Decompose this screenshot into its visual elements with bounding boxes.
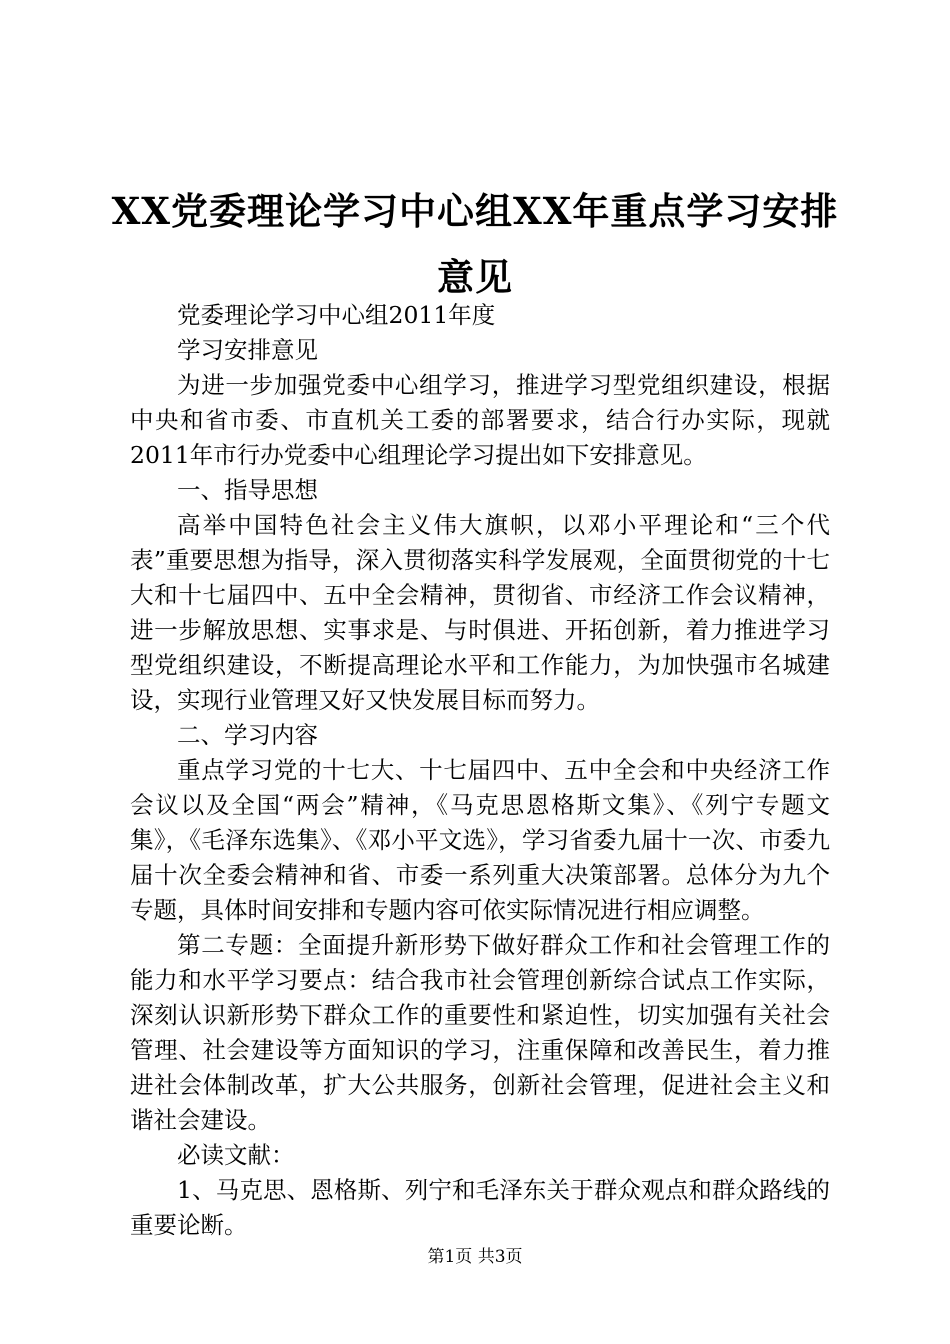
document-title: XX党委理论学习中心组XX年重点学习安排意见	[111, 189, 839, 299]
document-body	[130, 298, 830, 1243]
page-indicator: 第1页 共3页	[427, 1247, 523, 1267]
intro-paragraph: 为进一步加强党委中心组学习，推进学习型党组织建设，根据中央和省市委、市直机关工委的部署要求，结合行办实际，现就2011年市行办党委中心组理论学习提出如下安排意见。	[130, 371, 830, 469]
guiding-thought-paragraph: 高举中国特色社会主义伟大旗帜，以邓小平理论和“三个代表”重要思想为指导，深入贯彻落实科学发展观，全面贯彻党的十七大和十七届四中、五中全会精神，贯彻省、市经济工作会议精神，进一步解放思想、实事求是、与时俱进、开拓创新，着力推进学习型党组织建设，不断提高理论水平和工作能力，为加快强市名城建设，实现行业管理又好又快发展目标而努力。	[130, 511, 830, 714]
required-reading-heading: 必读文献：	[177, 1141, 295, 1169]
study-content-paragraph: 重点学习党的十七大、十七届四中、五中全会和中央经济工作会议以及全国“两会”精神，《马克思恩格斯文集》、《列宁专题文集》，《毛泽东选集》、《邓小平文选》，学习省委九届十一次、市委九届十次全委会精神和省、市委一系列重大决策部署。总体分为九个专题，具体时间安排和专题内容可依实际情况进行相应调整。	[130, 756, 830, 924]
required-reading-item-1: 1、马克思、恩格斯、列宁和毛泽东关于群众观点和群众路线的重要论断。	[130, 1176, 830, 1239]
section-heading-study-content: 二、学习内容	[177, 721, 318, 749]
subtitle-line-1: 党委理论学习中心组2011年度	[177, 301, 496, 329]
subtitle-line-2: 学习安排意见	[177, 336, 318, 364]
section-heading-guiding-thought: 一、指导思想	[177, 476, 318, 504]
topic-two-paragraph: 第二专题：全面提升新形势下做好群众工作和社会管理工作的能力和水平学习要点：结合我市社会管理创新综合试点工作实际，深刻认识新形势下群众工作的重要性和紧迫性，切实加强有关社会管理、社会建设等方面知识的学习，注重保障和改善民生，着力推进社会体制改革，扩大公共服务，创新社会管理，促进社会主义和谐社会建设。	[130, 931, 830, 1134]
